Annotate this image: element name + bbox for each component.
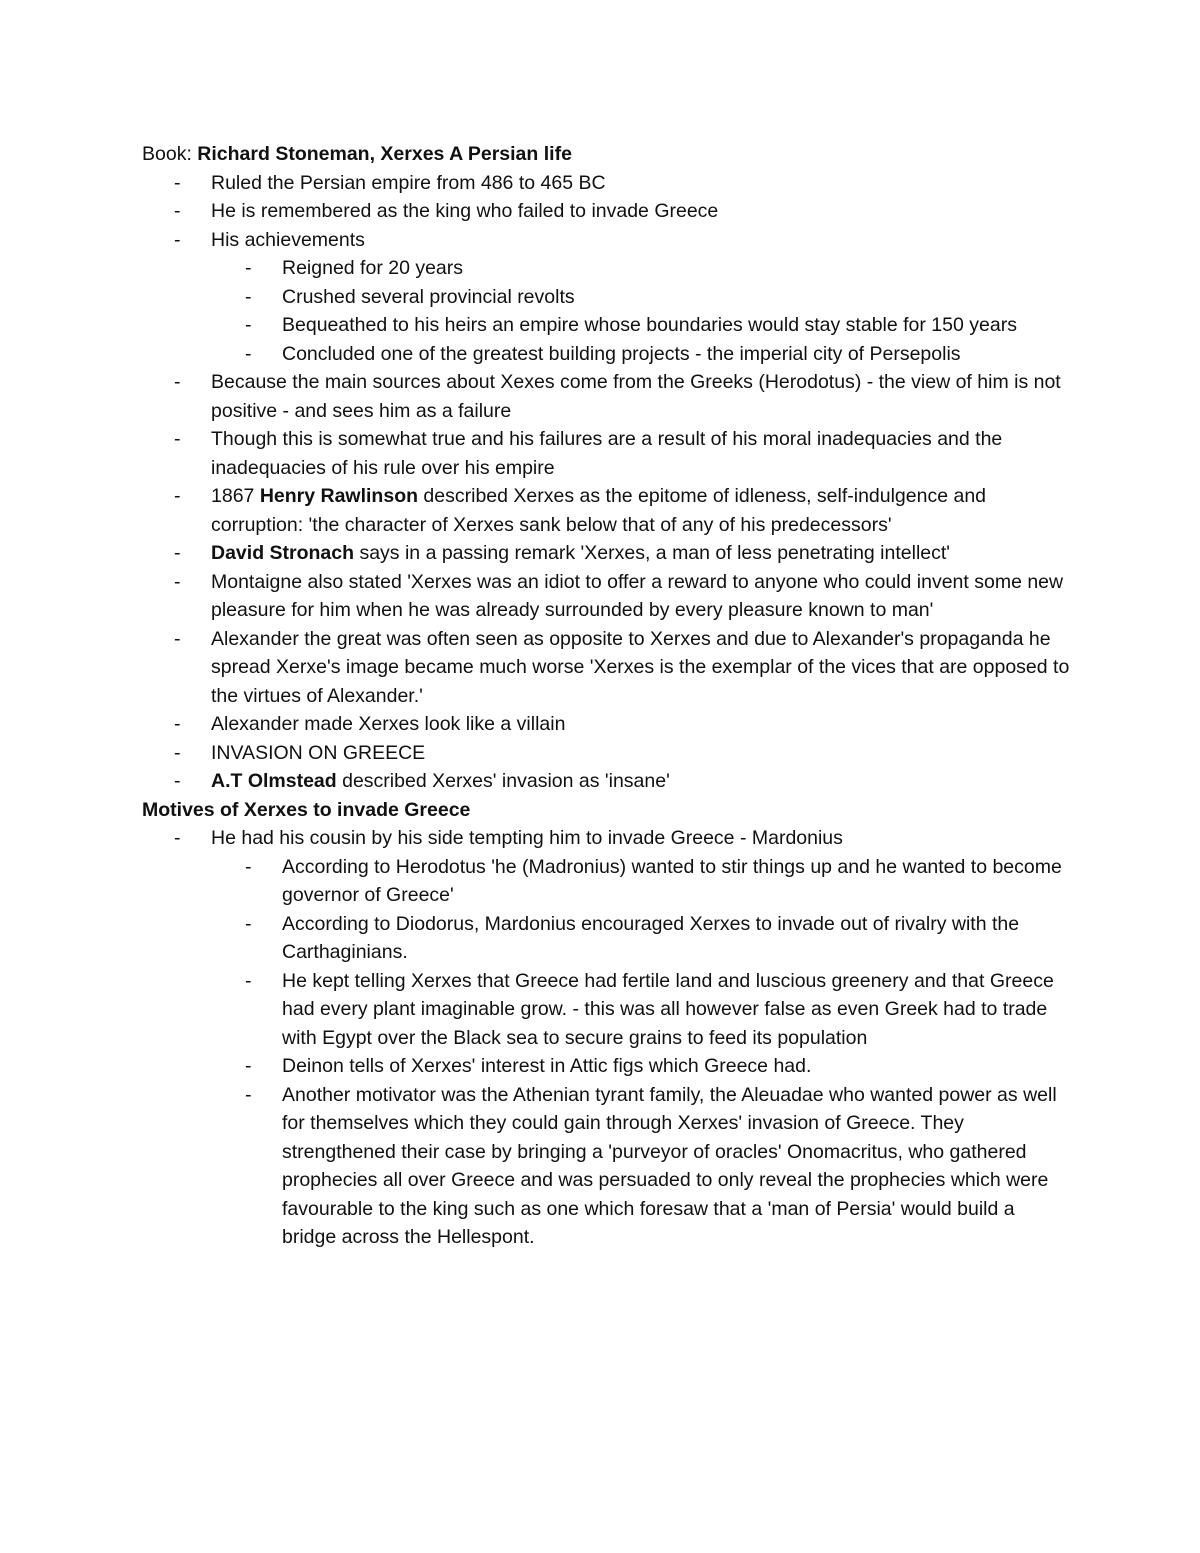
- list-item-text: Though this is somewhat true and his failures are a result of his moral inadequacies and the inadequacies of his rule over his empire: [211, 428, 1003, 479]
- bullet-dash: -: [174, 228, 181, 251]
- list-item-text: described Xerxes' invasion as 'insane': [336, 770, 670, 792]
- list-item: [142, 169, 1072, 198]
- bullet-dash: -: [174, 770, 181, 792]
- book-title: Richard Stoneman, Xerxes A Persian life: [197, 143, 572, 165]
- bullet-dash: -: [174, 570, 181, 593]
- list-item-text: Ruled the Persian empire from 486 to 465 BC: [211, 171, 606, 194]
- section-heading-text: Motives of Xerxes to invade Greece: [142, 798, 471, 821]
- person-name: Henry Rawlinson: [259, 485, 419, 507]
- list-item: [142, 568, 1072, 625]
- list-item-text: Alexander made Xerxes look like a villain: [211, 713, 566, 735]
- list-item-text: Bequeathed to his heirs an empire whose boundaries would stay stable for 150 years: [282, 314, 1017, 336]
- bullet-dash: -: [245, 1083, 252, 1106]
- list-item-text: His achievements: [211, 228, 365, 251]
- document-page: [142, 140, 1072, 1252]
- bullet-dash: -: [245, 1055, 252, 1077]
- bullet-dash: -: [174, 827, 181, 849]
- book-line: [142, 140, 1072, 169]
- list-item-text: He had his cousin by his side tempting him to invade Greece - Mardonius: [211, 827, 843, 849]
- bullet-dash: -: [174, 371, 181, 393]
- list-item: [142, 824, 1072, 853]
- bullet-dash: -: [245, 912, 252, 935]
- sub-list-item: [142, 311, 1072, 340]
- sub-list-item: [142, 283, 1072, 312]
- list-item-text: According to Diodorus, Mardonius encouraged Xerxes to invade out of rivalry with the Carthaginians.: [282, 912, 1020, 963]
- sub-list-item: [142, 967, 1072, 1053]
- sub-list-item: [142, 1081, 1072, 1252]
- bullet-dash: -: [174, 200, 181, 222]
- bullet-dash: -: [245, 285, 252, 308]
- list-item-text: Montaigne also stated 'Xerxes was an idiot to offer a reward to anyone who could invent some new pleasure for him when he was already surrounded by every pleasure known to man': [211, 570, 1064, 621]
- sub-list-item: [142, 910, 1072, 967]
- list-item-text: He is remembered as the king who failed to invade Greece: [211, 200, 719, 222]
- bullet-dash: -: [245, 257, 252, 279]
- bullet-dash: -: [174, 741, 181, 764]
- list-item: [142, 739, 1072, 768]
- bullet-dash: -: [174, 627, 181, 650]
- list-item-text: INVASION ON GREECE: [211, 741, 426, 764]
- list-item: [142, 539, 1072, 568]
- list-item: [142, 226, 1072, 255]
- list-item-text: Concluded one of the greatest building projects - the imperial city of Persepolis: [282, 342, 961, 365]
- sub-list-item: [142, 853, 1072, 910]
- list-item-text: Alexander the great was often seen as opposite to Xerxes and due to Alexander's propaganda he spread Xerxe's image became much worse 'Xerxes is the exemplar of the vices that are opposed to the virtues of Alexander.': [211, 627, 1070, 707]
- sub-list-item: [142, 340, 1072, 369]
- list-item: [142, 710, 1072, 739]
- person-name: David Stronach: [211, 542, 355, 564]
- list-item-text: Another motivator was the Athenian tyrant family, the Aleuadae who wanted power as well for themselves which they could gain through Xerxes' invasion of Greece. They strengthened their case by bringing a 'purveyor of oracles' Onomacritus, who gathered prophecies all over Greece and was persuaded to only reveal the prophecies which were favourable to the king such as one which foresaw that a 'man of Persia' would build a bridge across the Hellespont.: [282, 1083, 1057, 1248]
- list-item: [142, 197, 1072, 226]
- bullet-dash: -: [245, 855, 252, 878]
- bullet-dash: -: [174, 428, 181, 450]
- list-item-text: Deinon tells of Xerxes' interest in Attic figs which Greece had.: [282, 1055, 812, 1077]
- list-item-text: According to Herodotus 'he (Madronius) wanted to stir things up and he wanted to become governor of Greece': [282, 855, 1062, 906]
- book-prefix: Book:: [142, 143, 198, 165]
- bullet-dash: -: [245, 314, 252, 336]
- bullet-dash: -: [174, 713, 181, 735]
- list-item: [142, 625, 1072, 711]
- person-name: A.T Olmstead: [211, 770, 337, 792]
- bullet-dash: -: [174, 171, 181, 194]
- sub-list-item: [142, 254, 1072, 283]
- list-item-text: Crushed several provincial revolts: [282, 285, 575, 308]
- list-item: [142, 425, 1072, 482]
- bullet-dash: -: [245, 342, 252, 365]
- bullet-dash: -: [174, 542, 181, 564]
- bullet-dash: -: [174, 485, 181, 507]
- sub-list-item: [142, 1052, 1072, 1081]
- list-item: [142, 368, 1072, 425]
- list-item-text: Because the main sources about Xexes come from the Greeks (Herodotus) - the view of him is not positive - and sees him as a failure: [211, 371, 1061, 422]
- bullet-dash: -: [245, 969, 252, 992]
- list-item-text: described Xerxes as the epitome of idleness, self-indulgence and corruption: 'the character of Xerxes sank below that of any of his predecessors': [211, 485, 987, 536]
- list-item-pre: 1867: [211, 485, 260, 507]
- list-item: [142, 767, 1072, 796]
- list-item-text: He kept telling Xerxes that Greece had fertile land and luscious greenery and that Greece had every plant imaginable grow. - this was all however false as even Greek had to trade with Egypt over the Black sea to secure grains to feed its population: [282, 969, 1054, 1049]
- list-item: [142, 482, 1072, 539]
- list-item-text: says in a passing remark 'Xerxes, a man of less penetrating intellect': [354, 542, 951, 564]
- list-item-text: Reigned for 20 years: [282, 257, 464, 279]
- section-heading: [142, 796, 1072, 825]
